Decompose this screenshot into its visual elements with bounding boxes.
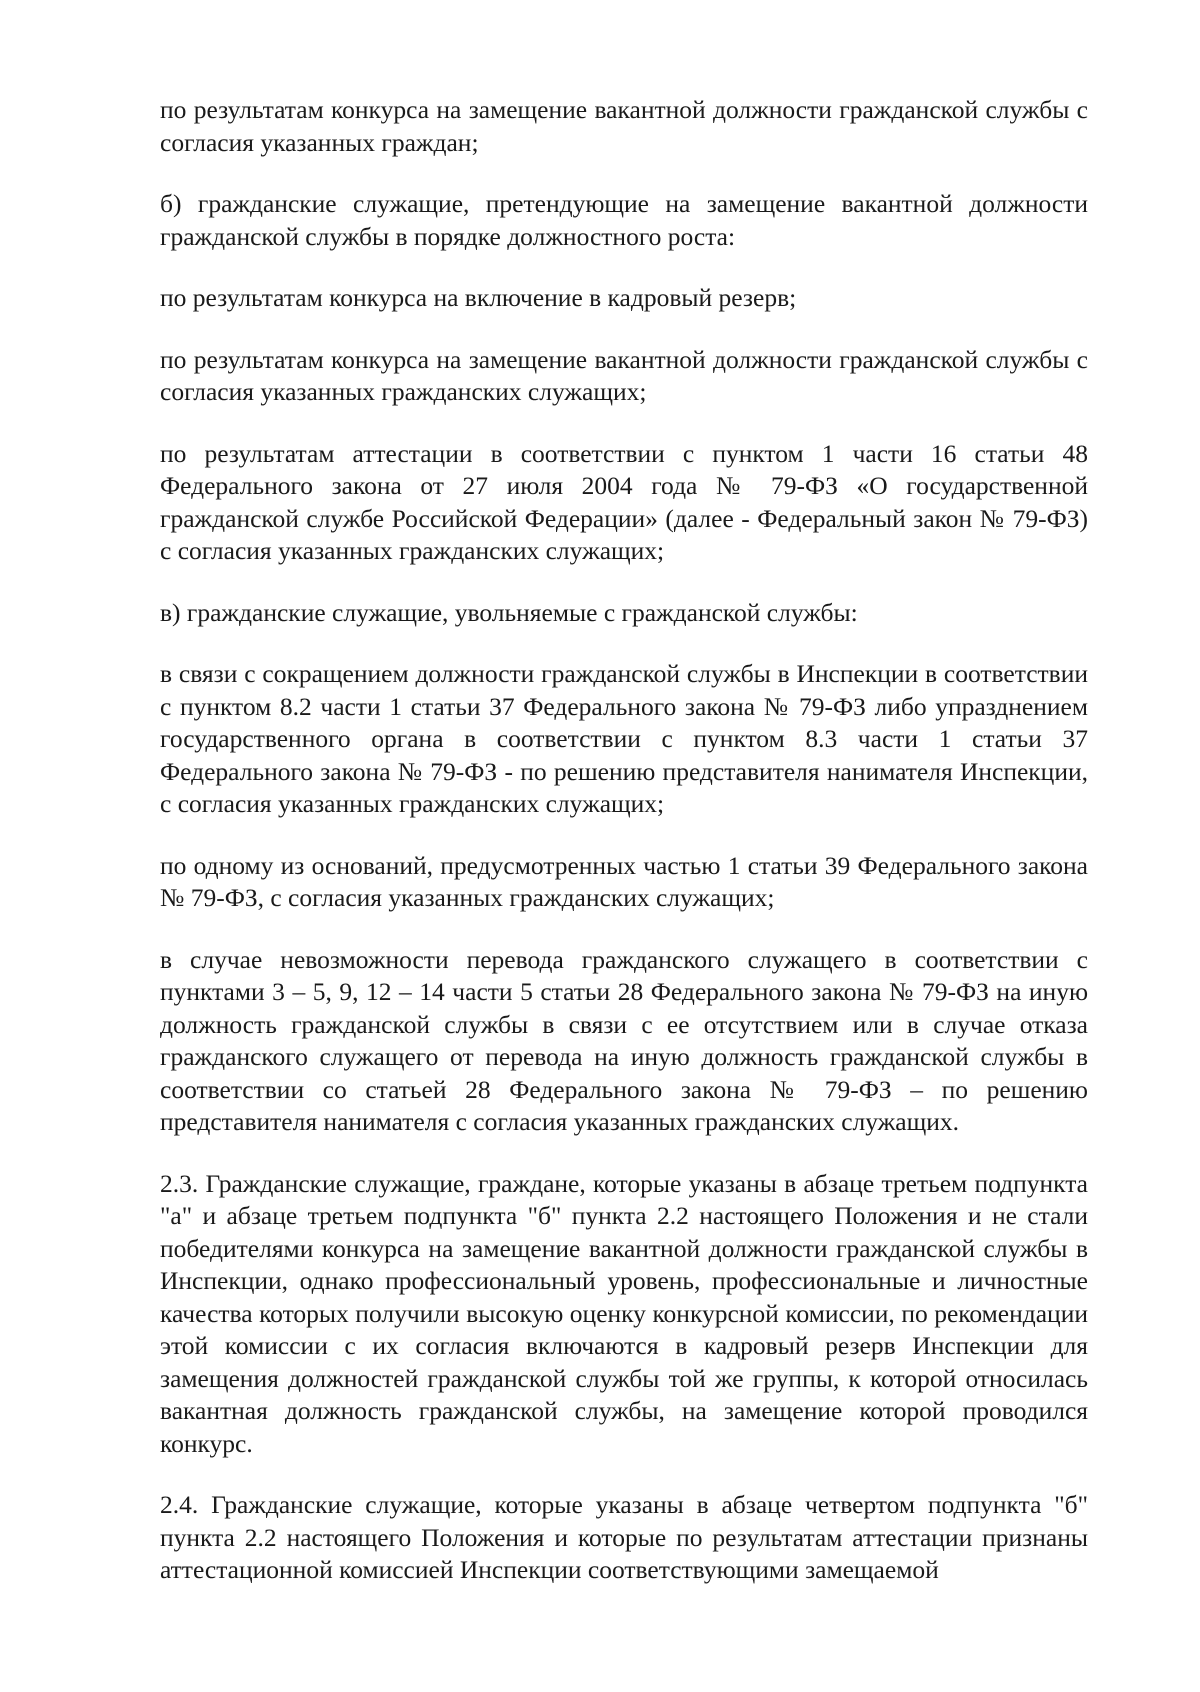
paragraph-contest-vacancy-servants: по результатам конкурса на замещение вакантной должности гражданской службы с согласия указанных гражданских служащих; — [160, 344, 1088, 406]
paragraph-transfer-impossible: в случае невозможности перевода гражданского служащего в соответствии с пунктами 3 – 5, 9, 12 – 14 части 5 статьи 28 Федерального закона № 79-ФЗ на иную должность гражданской службы в связи с ее отсутствием или в случае отказа гражданского служащего от перевода на иную должность гражданской службы в соответствии со статьей 28 Федерального закона № 79-ФЗ – по решению представителя нанимателя с согласия указанных гражданских служащих. — [160, 944, 1088, 1136]
document-body — [160, 94, 1088, 1616]
paragraph-section-2-4: 2.4. Гражданские служащие, которые указаны в абзаце четвертом подпункта "б" пункта 2.2 настоящего Положения и которые по результатам аттестации признаны аттестационной комиссией Инспекции соответствующими замещаемой — [160, 1490, 1088, 1584]
paragraph-section-2-3: 2.3. Гражданские служащие, граждане, которые указаны в абзаце третьем подпункта "а" и абзаце третьем подпункта "б" пункта 2.2 настоящего Положения и не стали победителями конкурса на замещение вакантной должности гражданской службы в Инспекции, однако профессиональный уровень, профессиональные и личностные качества которых получили высокую оценку конкурсной комиссии, по рекомендации этой комиссии с их согласия включаются в кадровый резерв Инспекции для замещения должностей гражданской службы той же группы, к которой относилась вакантная должность гражданской службы, на замещение которой проводился конкурс. — [160, 1168, 1088, 1458]
paragraph-attestation: по результатам аттестации в соответствии с пунктом 1 части 16 статьи 48 Федерального закона от 27 июля 2004 года № 79-ФЗ «О государственной гражданской службе Российской Федерации» (далее - Федеральный закон № 79-ФЗ) с согласия указанных гражданских служащих; — [160, 438, 1088, 565]
paragraph-contest-reserve: по результатам конкурса на включение в кадровый резерв; — [160, 283, 797, 312]
paragraph-reduction: в связи с сокращением должности гражданской службы в Инспекции в соответствии с пунктом 8.2 части 1 статьи 37 Федерального закона № 79-ФЗ либо упразднением государственного органа в соответствии с пунктом 8.3 части 1 статьи 37 Федерального закона № 79-ФЗ - по решению представителя нанимателя Инспекции, с согласия указанных гражданских служащих; — [160, 659, 1088, 818]
paragraph-contest-vacancy-citizens: по результатам конкурса на замещение вакантной должности гражданской службы с согласия указанных граждан; — [160, 95, 1088, 157]
paragraph-subitem-v: в) гражданские служащие, увольняемые с гражданской службы: — [160, 597, 858, 627]
paragraph-subitem-b: б) гражданские служащие, претендующие на замещение вакантной должности гражданской службы в порядке должностного роста: — [160, 189, 1088, 251]
paragraph-article-39: по одному из оснований, предусмотренных частью 1 статьи 39 Федерального закона № 79-ФЗ, с согласия указанных гражданских служащих; — [160, 850, 1088, 912]
